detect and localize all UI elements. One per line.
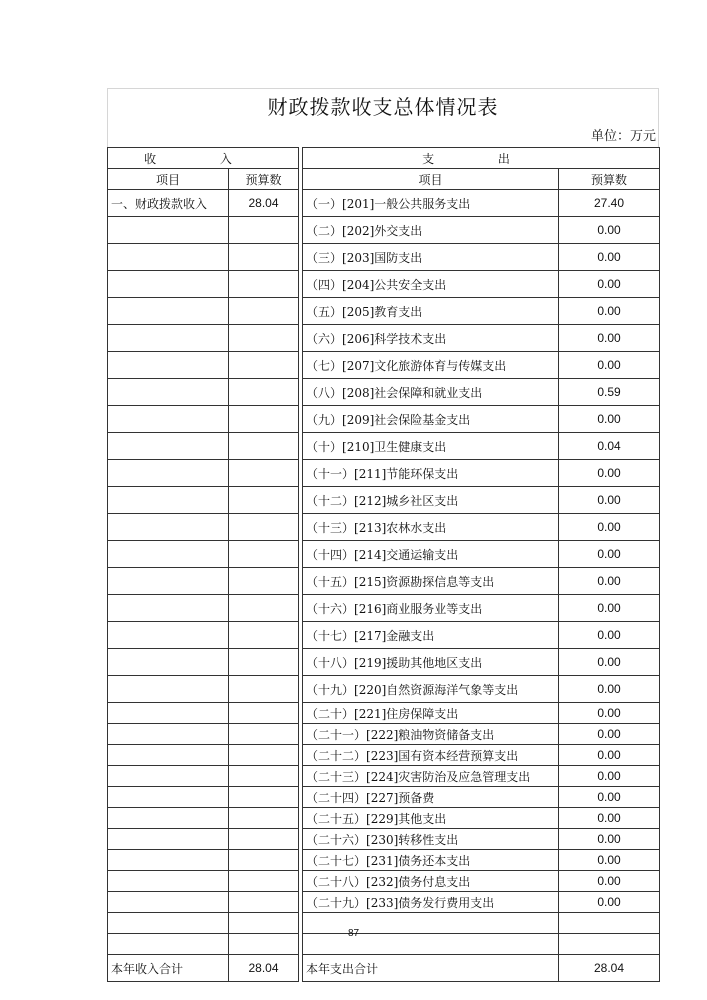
income-budget-cell — [229, 787, 299, 808]
income-item-cell — [108, 808, 229, 829]
income-item-cell — [108, 766, 229, 787]
table-row — [108, 703, 660, 724]
expenditure-budget-cell: 0.00 — [559, 541, 660, 568]
expenditure-budget-cell: 0.00 — [559, 724, 660, 745]
income-budget-cell — [229, 244, 299, 271]
expenditure-budget-cell: 0.00 — [559, 217, 660, 244]
table-row — [108, 808, 660, 829]
expenditure-budget-cell: 0.00 — [559, 787, 660, 808]
table-row — [108, 892, 660, 913]
income-budget-cell — [229, 676, 299, 703]
expenditure-item-cell: （十一）[211]节能环保支出 — [303, 460, 559, 487]
section-header-row — [108, 148, 660, 169]
unit-label: 单位：万元 — [107, 121, 659, 147]
expenditure-budget-cell — [559, 934, 660, 955]
income-item-cell — [108, 379, 229, 406]
expenditure-item-cell: （二十六）[230]转移性支出 — [303, 829, 559, 850]
income-item-cell — [108, 595, 229, 622]
expenditure-budget-cell: 0.00 — [559, 406, 660, 433]
table-row — [108, 406, 660, 433]
income-item-cell — [108, 850, 229, 871]
expenditure-budget-cell: 0.00 — [559, 298, 660, 325]
income-budget-cell — [229, 850, 299, 871]
table-row — [108, 622, 660, 649]
expenditure-item-cell: （十四）[214]交通运输支出 — [303, 541, 559, 568]
income-budget-cell — [229, 352, 299, 379]
expenditure-budget-cell: 0.00 — [559, 271, 660, 298]
expenditure-budget-header: 预算数 — [559, 169, 660, 190]
table-row — [108, 829, 660, 850]
table-row — [108, 433, 660, 460]
income-item-cell — [108, 934, 229, 955]
table-row — [108, 271, 660, 298]
budget-table — [107, 147, 660, 982]
table-row — [108, 913, 660, 934]
expenditure-item-cell: （二十九）[233]债务发行费用支出 — [303, 892, 559, 913]
table-row — [108, 541, 660, 568]
income-total-value: 28.04 — [229, 955, 299, 982]
expenditure-item-cell: （二十四）[227]预备费 — [303, 787, 559, 808]
income-section-header: 收 入 — [108, 148, 299, 169]
income-budget-cell — [229, 622, 299, 649]
table-row — [108, 217, 660, 244]
table-row — [108, 352, 660, 379]
income-budget-cell — [229, 829, 299, 850]
expenditure-total-label: 本年支出合计 — [303, 955, 559, 982]
income-item-cell — [108, 271, 229, 298]
income-item-cell — [108, 724, 229, 745]
table-row — [108, 787, 660, 808]
income-item-cell: 一、财政拨款收入 — [108, 190, 229, 217]
table-row — [108, 460, 660, 487]
income-budget-cell — [229, 379, 299, 406]
income-budget-cell — [229, 406, 299, 433]
income-budget-cell — [229, 271, 299, 298]
expenditure-budget-cell: 27.40 — [559, 190, 660, 217]
income-item-cell — [108, 460, 229, 487]
budget-sheet — [107, 88, 659, 982]
expenditure-item-cell: （十七）[217]金融支出 — [303, 622, 559, 649]
income-item-cell — [108, 433, 229, 460]
income-budget-cell — [229, 766, 299, 787]
income-item-cell — [108, 217, 229, 244]
page-title: 财政拨款收支总体情况表 — [107, 88, 659, 121]
table-row — [108, 379, 660, 406]
expenditure-budget-cell: 0.00 — [559, 352, 660, 379]
income-budget-cell — [229, 871, 299, 892]
table-row — [108, 514, 660, 541]
expenditure-budget-cell: 0.00 — [559, 649, 660, 676]
income-budget-cell — [229, 217, 299, 244]
expenditure-item-header: 项目 — [303, 169, 559, 190]
income-budget-cell — [229, 913, 299, 934]
expenditure-budget-cell: 0.00 — [559, 487, 660, 514]
income-budget-cell — [229, 595, 299, 622]
table-row — [108, 871, 660, 892]
expenditure-budget-cell: 0.00 — [559, 850, 660, 871]
expenditure-budget-cell: 0.00 — [559, 808, 660, 829]
expenditure-item-cell: （一）[201]一般公共服务支出 — [303, 190, 559, 217]
expenditure-item-cell: （二十八）[232]债务付息支出 — [303, 871, 559, 892]
expenditure-item-cell: （五）[205]教育支出 — [303, 298, 559, 325]
income-item-cell — [108, 703, 229, 724]
expenditure-item-cell: （十九）[220]自然资源海洋气象等支出 — [303, 676, 559, 703]
expenditure-item-cell: （六）[206]科学技术支出 — [303, 325, 559, 352]
expenditure-item-cell: （二十一）[222]粮油物资储备支出 — [303, 724, 559, 745]
expenditure-item-cell: （二十）[221]住房保障支出 — [303, 703, 559, 724]
income-budget-cell — [229, 460, 299, 487]
expenditure-item-cell: （十二）[212]城乡社区支出 — [303, 487, 559, 514]
expenditure-total-value: 28.04 — [559, 955, 660, 982]
expenditure-budget-cell: 0.00 — [559, 460, 660, 487]
expenditure-budget-cell: 0.00 — [559, 676, 660, 703]
income-budget-cell — [229, 649, 299, 676]
income-budget-cell — [229, 808, 299, 829]
expenditure-budget-cell: 0.00 — [559, 622, 660, 649]
expenditure-item-cell: （九）[209]社会保险基金支出 — [303, 406, 559, 433]
income-item-cell — [108, 787, 229, 808]
expenditure-budget-cell: 0.04 — [559, 433, 660, 460]
income-item-cell — [108, 325, 229, 352]
income-item-cell — [108, 622, 229, 649]
expenditure-budget-cell: 0.00 — [559, 892, 660, 913]
expenditure-item-cell: （七）[207]文化旅游体育与传媒支出 — [303, 352, 559, 379]
table-row — [108, 325, 660, 352]
income-item-cell — [108, 676, 229, 703]
income-budget-cell — [229, 724, 299, 745]
income-budget-cell — [229, 568, 299, 595]
expenditure-item-cell: （二）[202]外交支出 — [303, 217, 559, 244]
table-row — [108, 595, 660, 622]
expenditure-item-cell: （八）[208]社会保障和就业支出 — [303, 379, 559, 406]
expenditure-item-cell: （十五）[215]资源勘探信息等支出 — [303, 568, 559, 595]
income-item-header: 项目 — [108, 169, 229, 190]
income-item-cell — [108, 244, 229, 271]
expenditure-item-cell: （三）[203]国防支出 — [303, 244, 559, 271]
income-item-cell — [108, 892, 229, 913]
expenditure-budget-cell: 0.00 — [559, 745, 660, 766]
income-item-cell — [108, 541, 229, 568]
page-number: 87 — [348, 928, 360, 939]
expenditure-budget-cell: 0.00 — [559, 871, 660, 892]
income-item-cell — [108, 649, 229, 676]
income-budget-cell — [229, 892, 299, 913]
expenditure-budget-cell: 0.00 — [559, 244, 660, 271]
expenditure-budget-cell: 0.00 — [559, 514, 660, 541]
table-row — [108, 676, 660, 703]
column-header-row — [108, 169, 660, 190]
table-row — [108, 568, 660, 595]
expenditure-item-cell: （二十七）[231]债务还本支出 — [303, 850, 559, 871]
income-item-cell — [108, 829, 229, 850]
table-row — [108, 244, 660, 271]
income-item-cell — [108, 406, 229, 433]
table-row — [108, 724, 660, 745]
expenditure-item-cell: （二十二）[223]国有资本经营预算支出 — [303, 745, 559, 766]
expenditure-item-cell: （十八）[219]援助其他地区支出 — [303, 649, 559, 676]
table-row — [108, 649, 660, 676]
income-budget-header: 预算数 — [229, 169, 299, 190]
income-budget-cell — [229, 487, 299, 514]
income-item-cell — [108, 352, 229, 379]
expenditure-item-cell: （四）[204]公共安全支出 — [303, 271, 559, 298]
income-item-cell — [108, 568, 229, 595]
expenditure-budget-cell: 0.00 — [559, 568, 660, 595]
expenditure-budget-cell — [559, 913, 660, 934]
expenditure-item-cell: （十）[210]卫生健康支出 — [303, 433, 559, 460]
table-row — [108, 487, 660, 514]
expenditure-budget-cell: 0.59 — [559, 379, 660, 406]
income-item-cell — [108, 298, 229, 325]
expenditure-item-cell: （二十三）[224]灾害防治及应急管理支出 — [303, 766, 559, 787]
income-budget-cell — [229, 934, 299, 955]
expenditure-budget-cell: 0.00 — [559, 829, 660, 850]
table-row — [108, 850, 660, 871]
totals-row — [108, 955, 660, 982]
income-budget-cell — [229, 514, 299, 541]
expenditure-item-cell: （十三）[213]农林水支出 — [303, 514, 559, 541]
expenditure-item-cell — [303, 913, 559, 934]
income-budget-cell — [229, 541, 299, 568]
expenditure-budget-cell: 0.00 — [559, 703, 660, 724]
table-row — [108, 190, 660, 217]
income-budget-cell — [229, 745, 299, 766]
income-budget-cell — [229, 298, 299, 325]
income-total-label: 本年收入合计 — [108, 955, 229, 982]
income-item-cell — [108, 745, 229, 766]
table-row — [108, 934, 660, 955]
income-item-cell — [108, 871, 229, 892]
income-item-cell — [108, 487, 229, 514]
income-item-cell — [108, 913, 229, 934]
expenditure-budget-cell: 0.00 — [559, 766, 660, 787]
income-budget-cell: 28.04 — [229, 190, 299, 217]
income-budget-cell — [229, 433, 299, 460]
expenditure-budget-cell: 0.00 — [559, 595, 660, 622]
table-row — [108, 298, 660, 325]
expenditure-budget-cell: 0.00 — [559, 325, 660, 352]
income-budget-cell — [229, 325, 299, 352]
income-item-cell — [108, 514, 229, 541]
table-row — [108, 745, 660, 766]
expenditure-item-cell: （十六）[216]商业服务业等支出 — [303, 595, 559, 622]
expenditure-item-cell — [303, 934, 559, 955]
expenditure-section-header: 支 出 — [303, 148, 660, 169]
table-row — [108, 766, 660, 787]
income-budget-cell — [229, 703, 299, 724]
expenditure-item-cell: （二十五）[229]其他支出 — [303, 808, 559, 829]
